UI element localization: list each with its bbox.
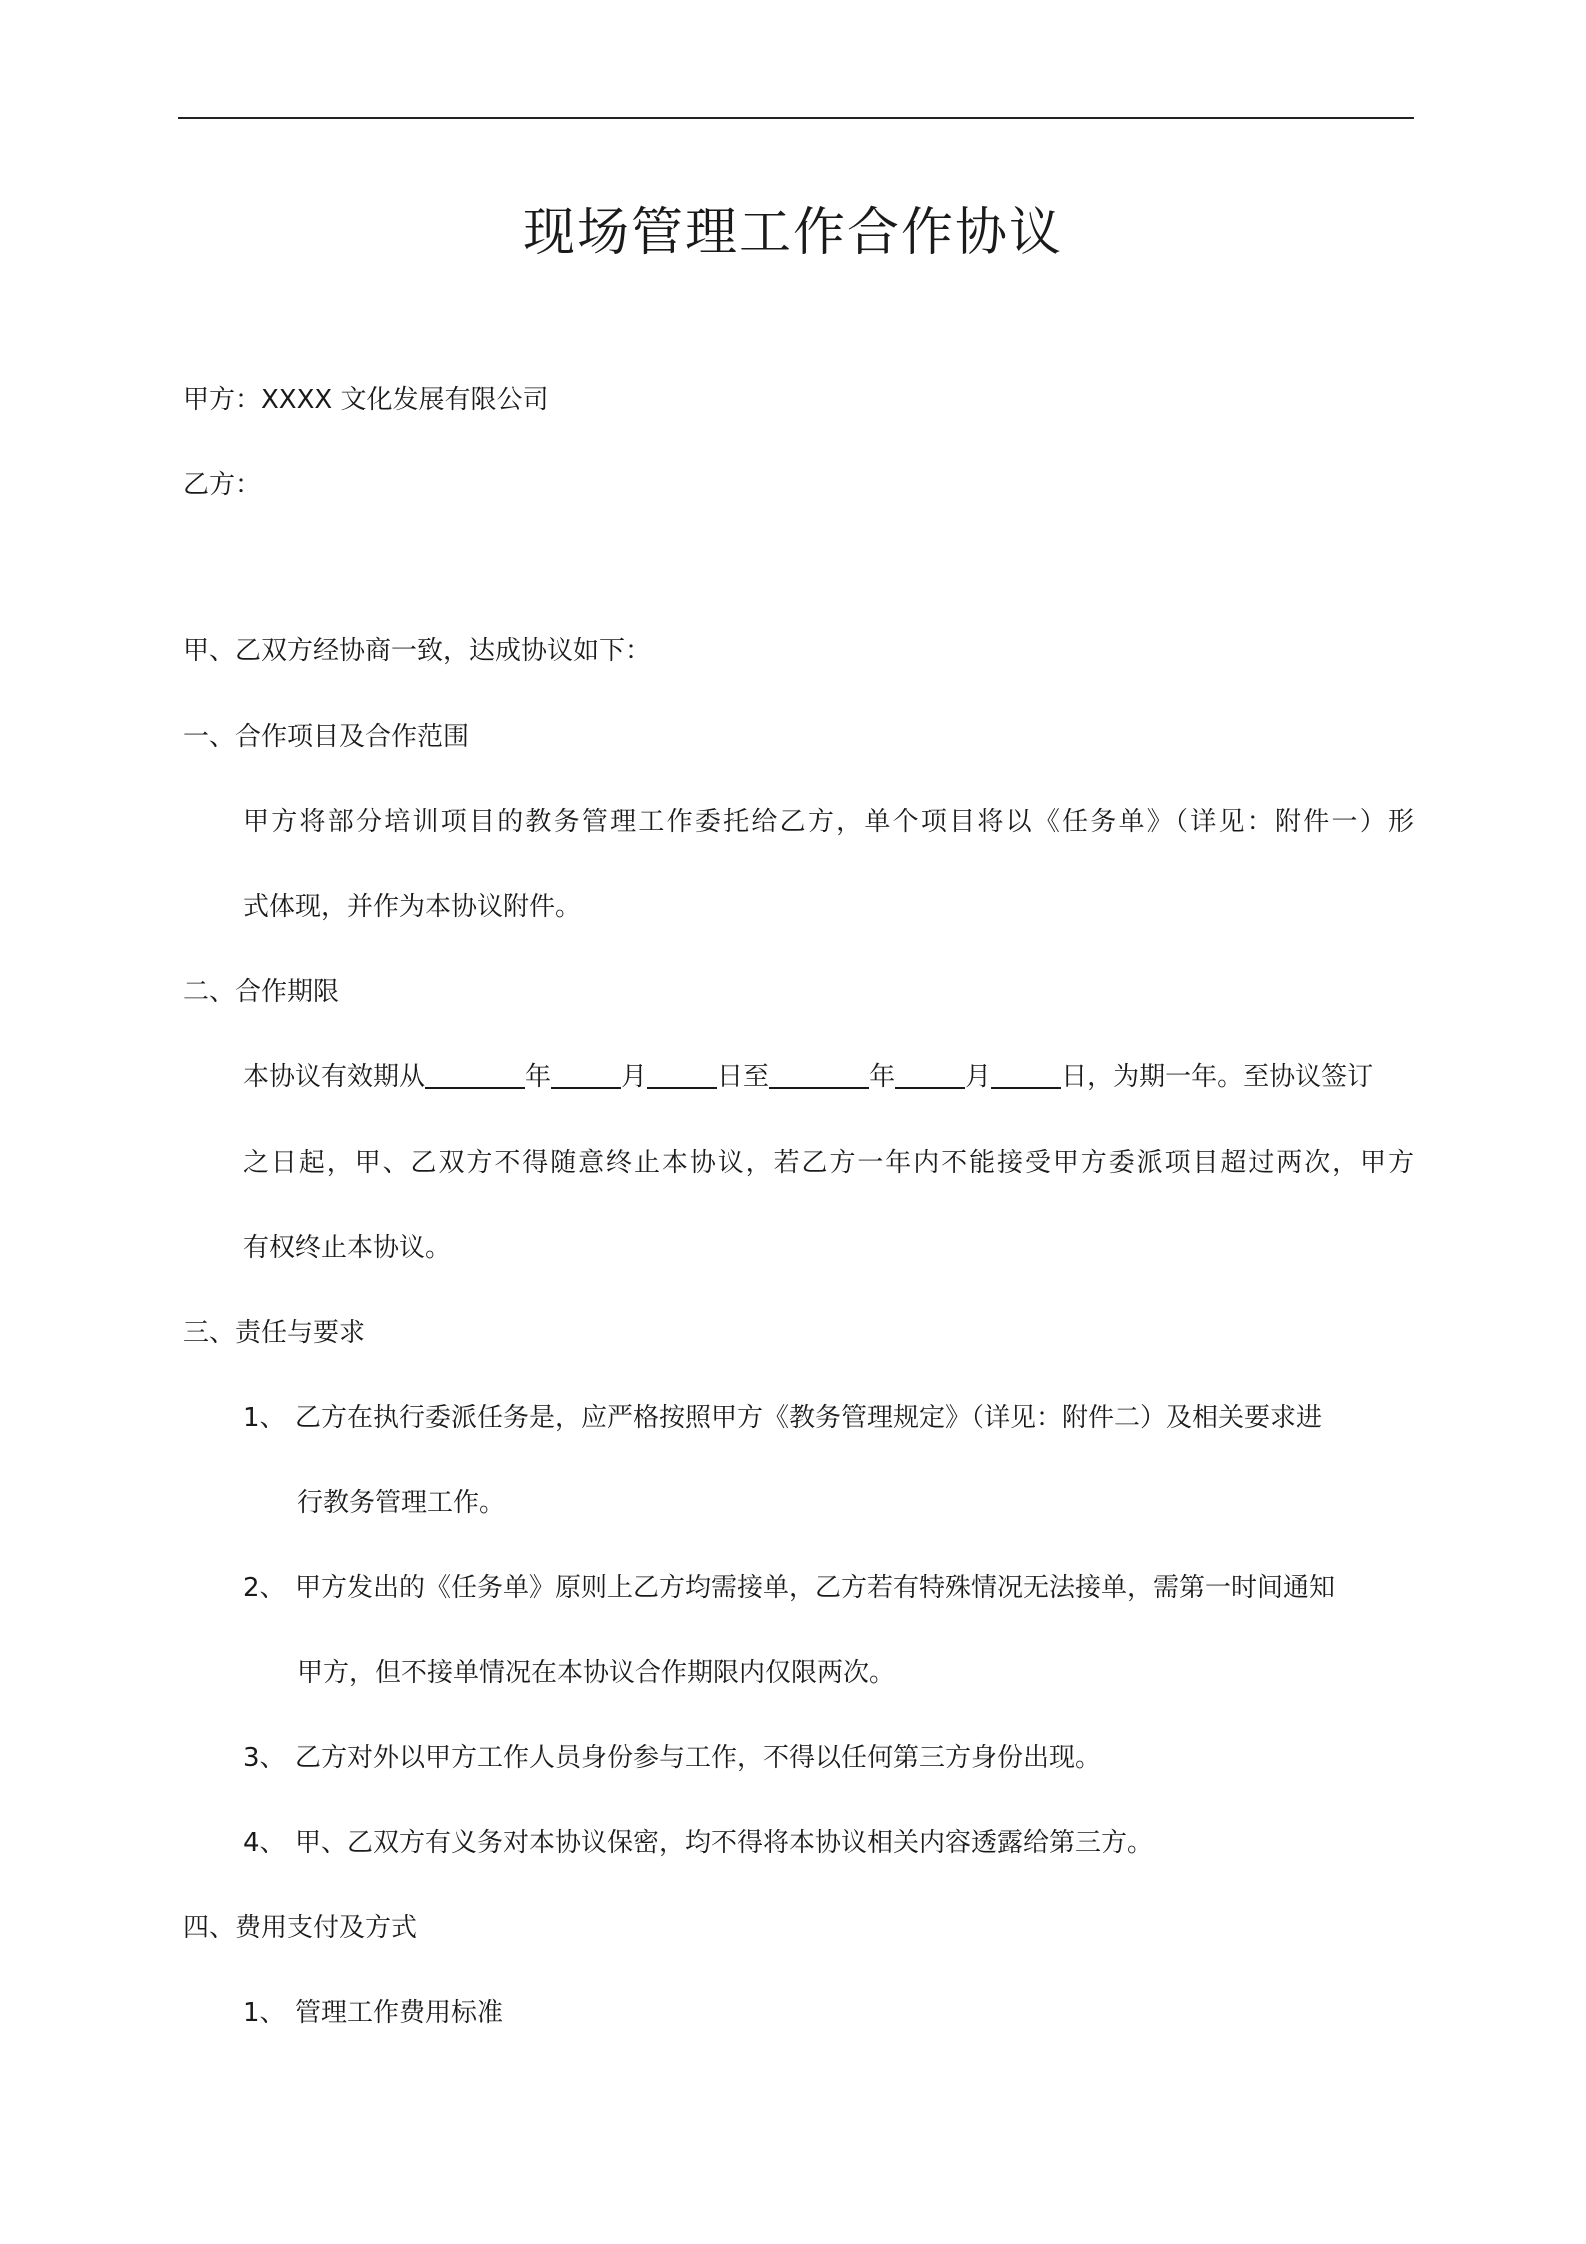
- section-1-body-line-1: 甲方将部分培训项目的教务管理工作委托给乙方，单个项目将以《任务单》（详见：附件一）形: [243, 807, 1414, 837]
- list-item: [243, 1738, 1101, 1778]
- section-heading-1: 一、合作项目及合作范围: [183, 722, 470, 752]
- period-day-1: 日至: [717, 1062, 770, 1092]
- period-year-1: 年: [525, 1062, 552, 1092]
- section-heading-4: 四、费用支付及方式: [183, 1913, 418, 1943]
- list-item: [243, 1823, 1153, 1863]
- start-day-blank[interactable]: [647, 1059, 717, 1089]
- period-month-2: 月: [965, 1062, 992, 1092]
- party-b: 乙方：: [183, 470, 262, 500]
- list-item: [243, 1568, 1335, 1608]
- validity-period-line: [243, 1057, 1373, 1097]
- end-year-blank[interactable]: [769, 1059, 869, 1089]
- period-prefix: 本协议有效期从: [243, 1062, 426, 1092]
- period-month-1: 月: [621, 1062, 648, 1092]
- list-item-number: 4、: [243, 1828, 286, 1858]
- party-a: 甲方：XXXX 文化发展有限公司: [183, 385, 549, 415]
- list-item-continuation: 甲方，但不接单情况在本协议合作期限内仅限两次。: [297, 1658, 896, 1688]
- end-month-blank[interactable]: [895, 1059, 965, 1089]
- list-item-text: 乙方对外以甲方工作人员身份参与工作，不得以任何第三方身份出现。: [295, 1743, 1102, 1773]
- list-item-text: 乙方在执行委派任务是，应严格按照甲方《教务管理规定》（详见：附件二）及相关要求进: [295, 1403, 1323, 1433]
- section-2-body-line-2: 有权终止本协议。: [243, 1233, 452, 1263]
- list-item-number: 2、: [243, 1573, 286, 1603]
- intro-text: 甲、乙双方经协商一致，达成协议如下：: [183, 636, 652, 666]
- list-item-number: 1、: [243, 1403, 286, 1433]
- list-item-text: 甲、乙双方有义务对本协议保密，均不得将本协议相关内容透露给第三方。: [295, 1828, 1154, 1858]
- list-item-continuation: 行教务管理工作。: [297, 1488, 506, 1518]
- section-1-body-line-2: 式体现，并作为本协议附件。: [243, 892, 582, 922]
- section-heading-2: 二、合作期限: [183, 977, 340, 1007]
- list-item-number: 1、: [243, 1998, 286, 2028]
- list-item-text: 甲方发出的《任务单》原则上乙方均需接单，乙方若有特殊情况无法接单，需第一时间通知: [295, 1573, 1336, 1603]
- list-item: [243, 1398, 1322, 1438]
- period-year-2: 年: [869, 1062, 896, 1092]
- section-2-body-line-1: 之日起，甲、乙双方不得随意终止本协议，若乙方一年内不能接受甲方委派项目超过两次，甲方: [243, 1148, 1414, 1178]
- document-title: 现场管理工作合作协议: [522, 203, 1063, 263]
- list-item-text: 管理工作费用标准: [295, 1998, 504, 2028]
- period-suffix: 日，为期一年。至协议签订: [1061, 1062, 1374, 1092]
- start-month-blank[interactable]: [551, 1059, 621, 1089]
- list-item-number: 3、: [243, 1743, 286, 1773]
- start-year-blank[interactable]: [425, 1059, 525, 1089]
- section-heading-3: 三、责任与要求: [183, 1318, 366, 1348]
- header-rule: [178, 117, 1414, 119]
- list-item: [243, 1993, 503, 2033]
- end-day-blank[interactable]: [991, 1059, 1061, 1089]
